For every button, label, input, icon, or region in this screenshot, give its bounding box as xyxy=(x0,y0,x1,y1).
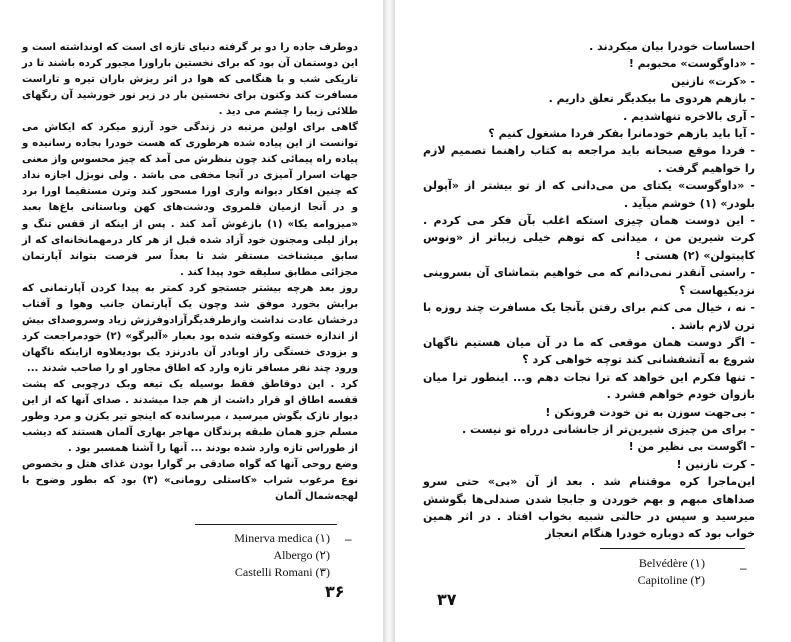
left-footnotes xyxy=(190,530,330,581)
footnote: Minerva medica (۱) xyxy=(234,531,330,545)
right-paragraph-17: - کرت نازنین ! xyxy=(676,457,755,471)
right-paragraph-10: - راستی آنقدر نمی‌دانم که می خواهیم بتماشای آن بسروینی نزدیکیهاست ؟ xyxy=(423,266,755,297)
footnote: Castelli Romani (۳) xyxy=(234,565,330,579)
footnote: Belvédère (۱) xyxy=(638,556,705,570)
footnote-dash: – xyxy=(740,561,747,575)
right-paragraph-9: - این دوست همان چیزی استکه اغلب بآن فکر می کردم . کرت شیرین من ، میدانی که توهم خیلی زیباتر از «ونوس کاپیتولن» (۲) هستی ! xyxy=(423,214,755,262)
right-paragraph-1: احساسات خودرا بیان میکردند . xyxy=(589,40,755,53)
page-number: ۳۷ xyxy=(437,590,457,609)
right-paragraph-12: - اگر دوست همان موقعی که ما در آن میان هستیم ناگهان شروع به آتشفشانی کند توچه خواهی کرد ؟ xyxy=(423,335,755,367)
footnote-divider xyxy=(600,548,745,549)
right-paragraph-18: این‌ماجرا کره موقتنام شد . بعد از آن «بی» حتی سرو صداهای مبهم و بهم خوردن و جابجا شدن صندلی‌ها بگوشش میرسید و سپس در حالتی شبیه بخواب افتاد . در اثر همین خواب بود که دوباره خودرا هنگام انعجاز xyxy=(423,475,755,541)
footnote-divider xyxy=(195,524,337,525)
footnote: Albergo (۲) xyxy=(273,548,330,562)
footnote: Capitoline (۲) xyxy=(637,573,705,587)
right-paragraph-7: - فردا موقع صبحانه باید مراجعه به کتاب راهنما تصمیم لازم را خواهیم گرفت . xyxy=(423,144,755,175)
right-paragraph-15: - برای من چیزی شیرین‌تر از جانشانی درراه تو نیست . xyxy=(461,422,755,436)
left-page xyxy=(0,0,383,642)
left-paragraph-1: دوطرف جاده را دو بر گرفته دنیای تازه ای است که اونداشته است و این دوستمان آن بود که برای نخستین باراورا مجبور کرده باشند تا در تاریکی شب و با هنگامی که هوا در اثر ریزش باران تیره و تاراست مسافرت کند وکنون برای نخستین بار در زیر نور خورشید آن رنگهای طلائی زیبا را چشم می دید . xyxy=(22,42,358,118)
right-paragraph-16: - اگوست بی نظیر من ! xyxy=(628,440,755,454)
left-paragraph-2: گاهی برای اولین مرتبه در زندگی خود آرزو میکرد که ایکاش می توانست از این پیاده شده هرطوری که هست خودرا بجاده رسانیده و پیاده راه پیمائی کند چون بنظرش می آمد که چیز محسوس واز معنی جهات اسرار آمیزی در آنجا مخفی می باشد . ولی نوبژل اجازه نداد که چنین افکار دیوانه واری اورا مسحور کند وترن مستقیما اورا برد و در آنجا ازمیان قلمروی ودشت‌های کهن وباستانی باغ‌ها بعبد «میزوامه یکا» (۱) بازغوش آمد کند . پس از اینکه از قفس تنگ و پراز لیلی ومجنون خود آزاد شده قبل از هر کار درمهمانخانه‌ای که از سابق میشناخت مستقر شد تا بعداً سر فرصت بتواند آپارتمان مجزائی مطابق سلیقه خود پیدا کند . xyxy=(22,122,358,278)
right-paragraph-8: - «داوگوست» یکتای من می‌دانی که از تو بیشتر از «آپولن بلودر» (۱) خوشم میآید . xyxy=(423,179,755,210)
book-gutter xyxy=(383,0,395,642)
right-paragraph-2: - «داوگوست» محبوبم ! xyxy=(628,57,755,71)
page-number: ۳۶ xyxy=(325,582,345,601)
right-footnotes xyxy=(595,555,705,589)
right-paragraph-6: - آیا باید بازهم خودمانرا بفکر فردا مشغول کنیم ؟ xyxy=(488,127,755,141)
left-paragraph-4: کرد . این دوقاطق فقط بوسیله یک تیغه وبک درچوبی که پشت قفسه اطاق او قرار داشت از هم جدا میشدند . صدای آنها که از این دیوار نازک بگوش میرسید ، میرسانده که اینجو تیر یکزن و مرد وطور مسلم جزو همان طبقه پرندگان مهاجر بهاری آلمان هستند که دیشب از طوراس تازه وارد شده بودند ... آنها را آشنا همسبر بود . xyxy=(22,378,358,455)
right-paragraph-3: - «کرت» نازنین xyxy=(671,74,755,88)
right-paragraph-13: - تنها فکرم این خواهد که ترا نجات دهم و... اینطور ترا میان بازوان خودم خواهم فشرد . xyxy=(423,370,755,402)
left-paragraph-3: روز بعد هرچه بیشتر جستجو کرد کمتر به پیدا کردن آپارتمانی که برایش بخورد موفق شد وچون یک آپارتمان جانب وهوا و آفتاب درخشان عادت نداشت وازطرفدیگرآزادوفرزش زیاد وسروصدای بیش از اندازه خسته وکوفته شده بود بعبار «آلبرگو» (۲) خودمراجعت کرد و بزودی خستگی راز اوبادر آن بادرنزد یک بودیعلاوه ازاینکه ناگهان ورود چند نفر مسافر تازه وارد که اطاق مجاور او را صاحب شدند ... xyxy=(22,282,358,374)
right-paragraph-14: - بی‌جهت سوزن به تن خودت فرونکن ! xyxy=(545,405,755,419)
right-page-body xyxy=(423,38,755,543)
right-page xyxy=(395,0,791,642)
left-page-body xyxy=(22,40,358,505)
right-paragraph-4: - بازهم هردوی ما بیکدیگر تعلق داریم . xyxy=(548,92,755,106)
footnote-dash: – xyxy=(345,532,352,546)
right-paragraph-11: - نه ، خیال می کنم برای رفتن بآنجا یک مسافرت چند روزه با ترن لازم باشد . xyxy=(423,301,755,332)
left-paragraph-5: وضع روحی آنها که گواه صادقی بر گوارا بودن غذای هتل و بخصوص نوع مرغوب شراب «کاستلی رومانی» (۳) بود که بطور وضوح با لهجه‌شمال آلمان xyxy=(22,459,358,503)
right-paragraph-5: - آری بالاخره تنهاشدیم . xyxy=(623,109,755,123)
